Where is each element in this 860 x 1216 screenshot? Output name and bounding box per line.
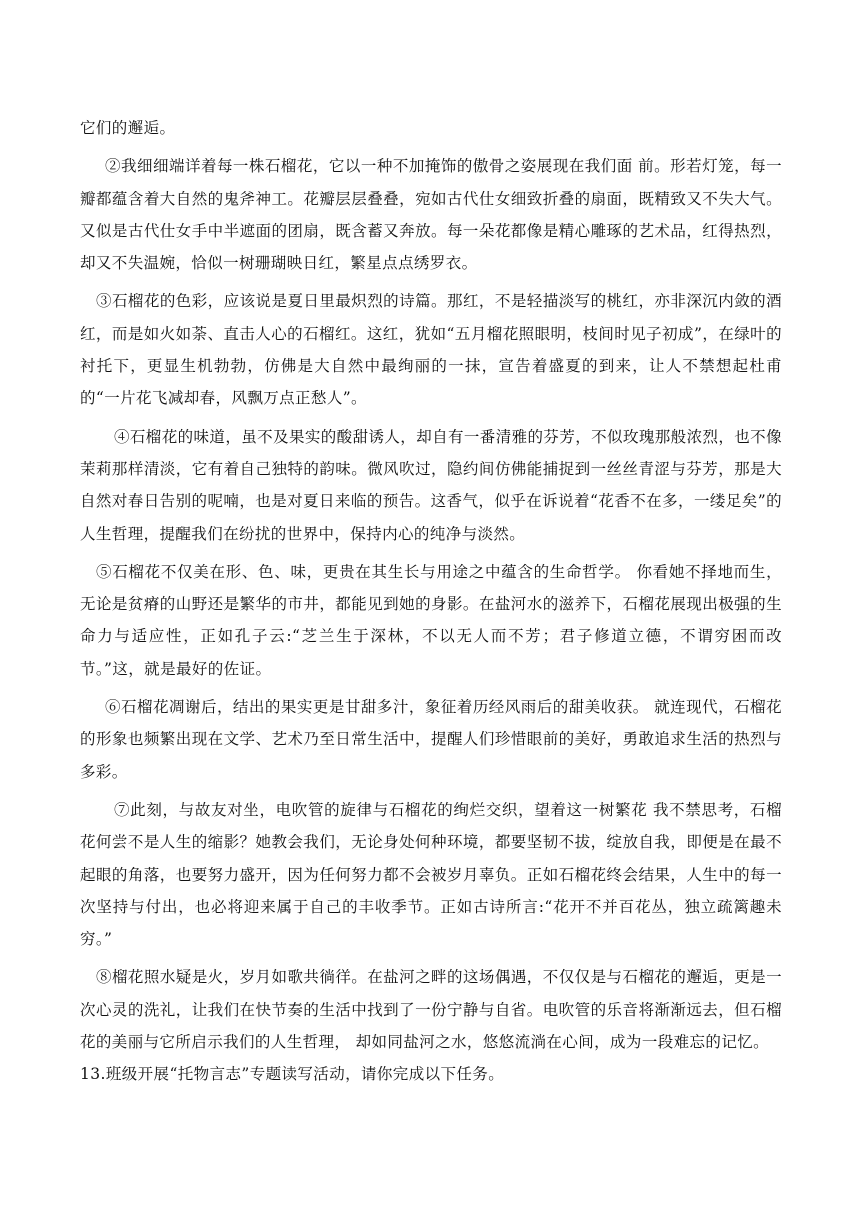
article-body — [80, 112, 782, 1091]
question-13: 13.班级开展“托物言志”专题读写活动，请你完成以下任务。 — [80, 1065, 505, 1084]
paragraph-5: ⑤石榴花不仅美在形、色、味，更贵在其生长与用途之中蕴含的生命哲学。 你看她不择地而生，无论是贫瘠的山野还是繁华的市井，都能见到她的身影。在盐河水的滋养下，石榴花展现出极强的生命力与适应性，正如孔子云:“芝兰生于深林，不以无人而不芳；君子修道立德，不谓穷困而改节。”这，就是最好的佐证。 — [80, 562, 782, 678]
paragraph-3: ③石榴花的色彩，应该说是夏日里最炽烈的诗篇。那红，不是轻描淡写的桃红，亦非深沉内敛的酒红，而是如火如荼、直击人心的石榴红。这红，犹如“五月榴花照眼明，枝间时见子初成”，在绿叶的衬托下，更显生机勃勃，仿佛是大自然中最绚丽的一抹，宣告着盛夏的到来，让人不禁想起杜甫的“一片花飞减却春，风飘万点正愁人”。 — [80, 292, 782, 408]
paragraph-4: ④石榴花的味道，虽不及果实的酸甜诱人，却自有一番清雅的芬芳，不似玫瑰那般浓烈，也不像茉莉那样清淡，它有着自己独特的韵味。微风吹过，隐约间仿佛能捕捉到一丝丝青涩与芬芳，那是大自然对春日告别的呢喃，也是对夏日来临的预告。这香气，似乎在诉说着“花香不在多，一缕足矣”的人生哲理，提醒我们在纷扰的世界中，保持内心的纯净与淡然。 — [80, 427, 782, 543]
paragraph-continuation: 它们的邂逅。 — [80, 119, 176, 137]
paragraph-8: ⑧榴花照水疑是火，岁月如歌共徜徉。在盐河之畔的这场偶遇，不仅仅是与石榴花的邂逅，更是一次心灵的洗礼，让我们在快节奏的生活中找到了一份宁静与自省。电吹管的乐音将渐渐远去，但石榴花的美丽与它所启示我们的人生哲理， 却如同盐河之水，悠悠流淌在心间，成为一段难忘的记忆。 — [80, 968, 782, 1052]
paragraph-6: ⑥石榴花凋谢后，结出的果实更是甘甜多汁，象征着历经风雨后的甜美收获。 就连现代，石榴花的形象也频繁出现在文学、艺术乃至日常生活中，提醒人们珍惜眼前的美好，勇敢追求生活的热烈与多彩。 — [80, 698, 782, 781]
paragraph-2: ②我细细端详着每一株石榴花，它以一种不加掩饰的傲骨之姿展现在我们面 前。形若灯笼，每一瓣都蕴含着大自然的鬼斧神工。花瓣层层叠叠，宛如古代仕女细致折叠的扇面，既精致又不失大气。又似是古代仕女手中半遮面的团扇，既含蓄又奔放。每一朵花都像是精心雕琢的艺术品，红得热烈，却又不失温婉，恰似一树珊瑚映日红，繁星点点绣罗衣。 — [80, 157, 782, 273]
paragraph-7: ⑦此刻，与故友对坐，电吹管的旋律与石榴花的绚烂交织，望着这一树繁花 我不禁思考，石榴花何尝不是人生的缩影？她教会我们，无论身处何种环境，都要坚韧不拔，绽放自我，即便是在最不起眼的角落，也要努力盛开，因为任何努力都不会被岁月辜负。正如石榴花终会结果，人生中的每一次坚持与付出，也必将迎来属于自己的丰收季节。正如古诗所言:“花开不并百花丛，独立疏篱趣未穷。” — [80, 800, 782, 949]
